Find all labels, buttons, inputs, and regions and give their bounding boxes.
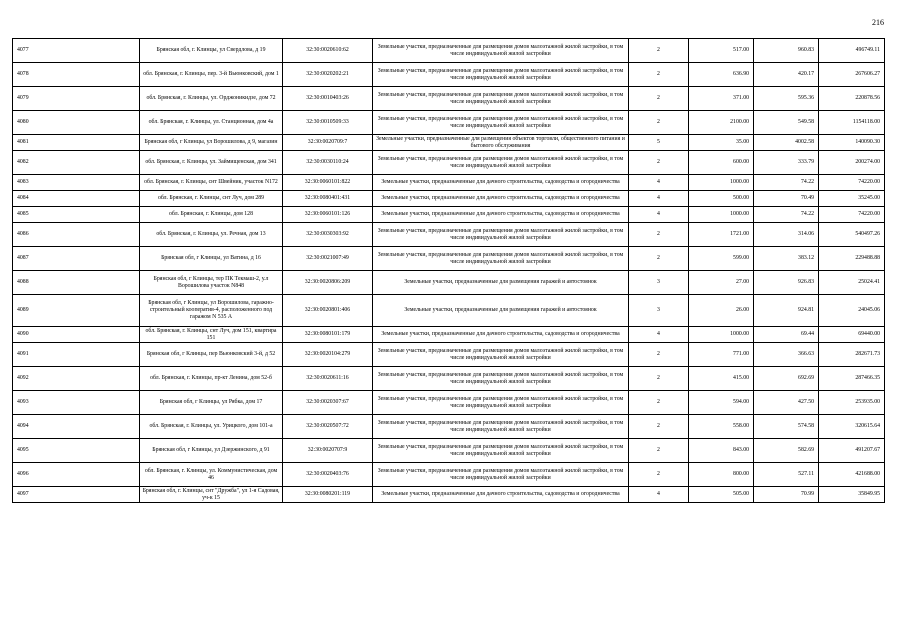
specific-value-cell: 427.50 [754,391,819,415]
cadastral-number-cell: 32:30:0080101:179 [283,327,373,343]
address-cell: обл. Брянская, г. Клинцы, ул. Станционная, дом 4а [140,111,283,135]
address-cell: Брянская обл, г Клинцы, ул Ватина, д 16 [140,247,283,271]
land-use-cell: Земельные участки, предназначенные для размещения домов малоэтажной жилой застройки, в том числе индивидуальной жилой застройки [373,39,629,63]
row-number-cell: 4091 [13,343,140,367]
specific-value-cell: 70.99 [754,487,819,503]
specific-value-cell: 74.22 [754,175,819,191]
table-row [13,391,885,415]
group-cell: 4 [629,207,689,223]
area-cell: 505.00 [689,487,754,503]
cadastral-number-cell: 32:30:0020709:7 [283,135,373,151]
row-number-cell: 4080 [13,111,140,135]
row-number-cell: 4092 [13,367,140,391]
address-cell: Брянская обл, г Клинцы, ул Ворошилова, гаражно-строительный кооператив-4, расположенного под гаражом N 535 А [140,295,283,327]
specific-value-cell: 4002.58 [754,135,819,151]
cadastral-number-cell: 32:30:0080401:431 [283,191,373,207]
group-cell: 2 [629,151,689,175]
table-row [13,223,885,247]
table-row [13,271,885,295]
cadastral-number-cell: 32:30:0020707:9 [283,439,373,463]
land-use-cell: Земельные участки, предназначенные для размещения домов малоэтажной жилой застройки, в том числе индивидуальной жилой застройки [373,343,629,367]
cadastral-value-cell: 74220.00 [819,175,885,191]
row-number-cell: 4089 [13,295,140,327]
table-row [13,63,885,87]
specific-value-cell: 960.83 [754,39,819,63]
row-number-cell: 4082 [13,151,140,175]
row-number-cell: 4081 [13,135,140,151]
cadastral-number-cell: 32:30:0020307:67 [283,391,373,415]
area-cell: 371.00 [689,87,754,111]
table-row [13,151,885,175]
land-use-cell: Земельные участки, предназначенные для размещения домов малоэтажной жилой застройки, в том числе индивидуальной жилой застройки [373,439,629,463]
group-cell: 2 [629,415,689,439]
address-cell: обл. Брянская, г. Клинцы, снт Швейник, участок N172 [140,175,283,191]
land-use-cell: Земельные участки, предназначенные для размещения домов малоэтажной жилой застройки, в том числе индивидуальной жилой застройки [373,415,629,439]
table-row [13,87,885,111]
row-number-cell: 4084 [13,191,140,207]
address-cell: Брянская обл, г. Клинцы, снт "Дружба", ул 1-я Садовая, уч-к 15 [140,487,283,503]
table-row [13,343,885,367]
area-cell: 1000.00 [689,207,754,223]
specific-value-cell: 420.17 [754,63,819,87]
group-cell: 2 [629,111,689,135]
cadastral-number-cell: 32:30:0080201:119 [283,487,373,503]
area-cell: 599.00 [689,247,754,271]
table-row [13,367,885,391]
group-cell: 4 [629,487,689,503]
area-cell: 26.00 [689,295,754,327]
group-cell: 3 [629,271,689,295]
cadastral-value-cell: 35245.00 [819,191,885,207]
table-row [13,487,885,503]
specific-value-cell: 692.69 [754,367,819,391]
area-cell: 600.00 [689,151,754,175]
cadastral-number-cell: 32:30:0020611:16 [283,367,373,391]
address-cell: обл. Брянская, г. Клинцы, дом 128 [140,207,283,223]
cadastral-number-cell: 32:30:0020104:279 [283,343,373,367]
cadastral-value-cell: 69440.00 [819,327,885,343]
cadastral-value-table [12,38,885,503]
cadastral-number-cell: 32:30:0020610:62 [283,39,373,63]
area-cell: 35.00 [689,135,754,151]
table-row [13,327,885,343]
area-cell: 27.00 [689,271,754,295]
specific-value-cell: 574.58 [754,415,819,439]
page-number: 216 [872,18,884,27]
cadastral-number-cell: 32:30:0010403:26 [283,87,373,111]
cadastral-value-cell: 267606.27 [819,63,885,87]
cadastral-value-cell: 540497.26 [819,223,885,247]
specific-value-cell: 924.81 [754,295,819,327]
group-cell: 4 [629,327,689,343]
address-cell: Брянская обл, г Клинцы, ул Рябка, дом 17 [140,391,283,415]
group-cell: 3 [629,295,689,327]
cadastral-number-cell: 32:30:0020507:72 [283,415,373,439]
area-cell: 843.00 [689,439,754,463]
table-row [13,39,885,63]
address-cell: обл. Брянская, г. Клинцы, снт Луч, дом 151, квартира 151 [140,327,283,343]
cadastral-value-cell: 140090.30 [819,135,885,151]
land-use-cell: Земельные участки, предназначенные для размещения гаражей и автостоянок [373,295,629,327]
land-use-cell: Земельные участки, предназначенные для дачного строительства, садоводства и огородничества [373,207,629,223]
table-row [13,295,885,327]
specific-value-cell: 383.12 [754,247,819,271]
row-number-cell: 4097 [13,487,140,503]
specific-value-cell: 314.06 [754,223,819,247]
specific-value-cell: 366.63 [754,343,819,367]
cadastral-number-cell: 32:30:0060101:126 [283,207,373,223]
address-cell: Брянская обл, г Клинцы, тер ПК Текмаш-2, у.л Ворошилова участок N848 [140,271,283,295]
area-cell: 1000.00 [689,175,754,191]
group-cell: 2 [629,87,689,111]
address-cell: Брянская обл, г Клинцы, ул Ворошилова, д 9, магазин [140,135,283,151]
cadastral-value-cell: 282671.73 [819,343,885,367]
group-cell: 2 [629,223,689,247]
cadastral-number-cell: 32:30:0020202:21 [283,63,373,87]
table-row [13,175,885,191]
table-row [13,439,885,463]
row-number-cell: 4085 [13,207,140,223]
cadastral-number-cell: 32:30:0060101:822 [283,175,373,191]
table-row [13,207,885,223]
area-cell: 1721.00 [689,223,754,247]
address-cell: обл. Брянская, г. Клинцы, ул. Речная, дом 13 [140,223,283,247]
area-cell: 517.00 [689,39,754,63]
land-use-cell: Земельные участки, предназначенные для размещения домов малоэтажной жилой застройки, в том числе индивидуальной жилой застройки [373,463,629,487]
group-cell: 4 [629,191,689,207]
cadastral-number-cell: 32:30:0030110:24 [283,151,373,175]
cadastral-value-cell: 24045.06 [819,295,885,327]
land-use-cell: Земельные участки, предназначенные для размещения домов малоэтажной жилой застройки, в том числе индивидуальной жилой застройки [373,367,629,391]
group-cell: 2 [629,39,689,63]
row-number-cell: 4078 [13,63,140,87]
land-use-cell: Земельные участки, предназначенные для размещения объектов торговли, общественного питания и бытового обслуживания [373,135,629,151]
cadastral-value-cell: 491207.67 [819,439,885,463]
cadastral-number-cell: 32:30:0020801:406 [283,295,373,327]
specific-value-cell: 69.44 [754,327,819,343]
area-cell: 2100.00 [689,111,754,135]
row-number-cell: 4095 [13,439,140,463]
row-number-cell: 4077 [13,39,140,63]
cadastral-value-cell: 320615.64 [819,415,885,439]
row-number-cell: 4088 [13,271,140,295]
area-cell: 415.00 [689,367,754,391]
table-row [13,247,885,271]
cadastral-value-cell: 35849.95 [819,487,885,503]
table-row [13,415,885,439]
specific-value-cell: 549.58 [754,111,819,135]
area-cell: 771.00 [689,343,754,367]
cadastral-number-cell: 32:30:0030303:92 [283,223,373,247]
group-cell: 4 [629,175,689,191]
land-use-cell: Земельные участки, предназначенные для размещения домов малоэтажной жилой застройки, в том числе индивидуальной жилой застройки [373,87,629,111]
row-number-cell: 4079 [13,87,140,111]
specific-value-cell: 74.22 [754,207,819,223]
row-number-cell: 4090 [13,327,140,343]
group-cell: 2 [629,63,689,87]
specific-value-cell: 527.11 [754,463,819,487]
area-cell: 800.00 [689,463,754,487]
cadastral-number-cell: 32:30:0021007:49 [283,247,373,271]
cadastral-value-cell: 25024.41 [819,271,885,295]
specific-value-cell: 70.49 [754,191,819,207]
address-cell: обл. Брянская, г. Клинцы, ул. Коммунистическая, дом 46 [140,463,283,487]
address-cell: обл. Брянская, г. Клинцы, ул. Займищенская, дом 341 [140,151,283,175]
area-cell: 636.90 [689,63,754,87]
land-use-cell: Земельные участки, предназначенные для размещения домов малоэтажной жилой застройки, в том числе индивидуальной жилой застройки [373,391,629,415]
group-cell: 2 [629,391,689,415]
area-cell: 1000.00 [689,327,754,343]
cadastral-number-cell: 32:30:0020806:209 [283,271,373,295]
group-cell: 2 [629,247,689,271]
cadastral-value-cell: 200274.00 [819,151,885,175]
address-cell: Брянская обл, г Клинцы, пер Вьюнковский 3-й, д 52 [140,343,283,367]
land-use-cell: Земельные участки, предназначенные для размещения гаражей и автостоянок [373,271,629,295]
specific-value-cell: 582.69 [754,439,819,463]
cadastral-number-cell: 32:30:0010509:33 [283,111,373,135]
row-number-cell: 4083 [13,175,140,191]
cadastral-value-cell: 287466.35 [819,367,885,391]
table-row [13,135,885,151]
table-row [13,463,885,487]
table-row [13,111,885,135]
cadastral-value-cell: 74220.00 [819,207,885,223]
group-cell: 2 [629,463,689,487]
address-cell: обл. Брянская, г. Клинцы, ул. Орджоникидзе, дом 72 [140,87,283,111]
row-number-cell: 4086 [13,223,140,247]
row-number-cell: 4094 [13,415,140,439]
group-cell: 2 [629,343,689,367]
land-use-cell: Земельные участки, предназначенные для дачного строительства, садоводства и огородничества [373,191,629,207]
group-cell: 5 [629,135,689,151]
specific-value-cell: 333.79 [754,151,819,175]
address-cell: обл. Брянская, г. Клинцы, ул. Урицкого, дом 101-а [140,415,283,439]
specific-value-cell: 926.83 [754,271,819,295]
address-cell: обл. Брянская, г. Клинцы, пр-кт Ленина, дом 52-б [140,367,283,391]
land-use-cell: Земельные участки, предназначенные для дачного строительства, садоводства и огородничества [373,487,629,503]
row-number-cell: 4096 [13,463,140,487]
group-cell: 2 [629,439,689,463]
area-cell: 500.00 [689,191,754,207]
address-cell: обл. Брянская, г. Клинцы, снт Луч, дом 289 [140,191,283,207]
land-use-cell: Земельные участки, предназначенные для размещения домов малоэтажной жилой застройки, в том числе индивидуальной жилой застройки [373,63,629,87]
land-use-cell: Земельные участки, предназначенные для размещения домов малоэтажной жилой застройки, в том числе индивидуальной жилой застройки [373,111,629,135]
group-cell: 2 [629,367,689,391]
cadastral-value-cell: 421688.00 [819,463,885,487]
specific-value-cell: 595.36 [754,87,819,111]
area-cell: 594.00 [689,391,754,415]
cadastral-value-cell: 229488.88 [819,247,885,271]
row-number-cell: 4093 [13,391,140,415]
land-use-cell: Земельные участки, предназначенные для размещения домов малоэтажной жилой застройки, в том числе индивидуальной жилой застройки [373,151,629,175]
cadastral-value-cell: 253935.00 [819,391,885,415]
row-number-cell: 4087 [13,247,140,271]
cadastral-value-cell: 220878.56 [819,87,885,111]
land-use-cell: Земельные участки, предназначенные для дачного строительства, садоводства и огородничества [373,175,629,191]
land-use-cell: Земельные участки, предназначенные для размещения домов малоэтажной жилой застройки, в том числе индивидуальной жилой застройки [373,223,629,247]
land-use-cell: Земельные участки, предназначенные для дачного строительства, садоводства и огородничества [373,327,629,343]
area-cell: 558.00 [689,415,754,439]
cadastral-number-cell: 32:30:0020403:76 [283,463,373,487]
land-use-cell: Земельные участки, предназначенные для размещения домов малоэтажной жилой застройки, в том числе индивидуальной жилой застройки [373,247,629,271]
table-body [13,39,885,503]
address-cell: Брянская обл, г Клинцы, ул Дзержинского, д 91 [140,439,283,463]
cadastral-value-cell: 496749.11 [819,39,885,63]
cadastral-value-cell: 1154118.00 [819,111,885,135]
address-cell: Брянская обл, г. Клинцы, ул Свердлова, д 19 [140,39,283,63]
address-cell: обл. Брянская, г. Клинцы, пер. 3-й Вьюнковский, дом 1 [140,63,283,87]
table-row [13,191,885,207]
